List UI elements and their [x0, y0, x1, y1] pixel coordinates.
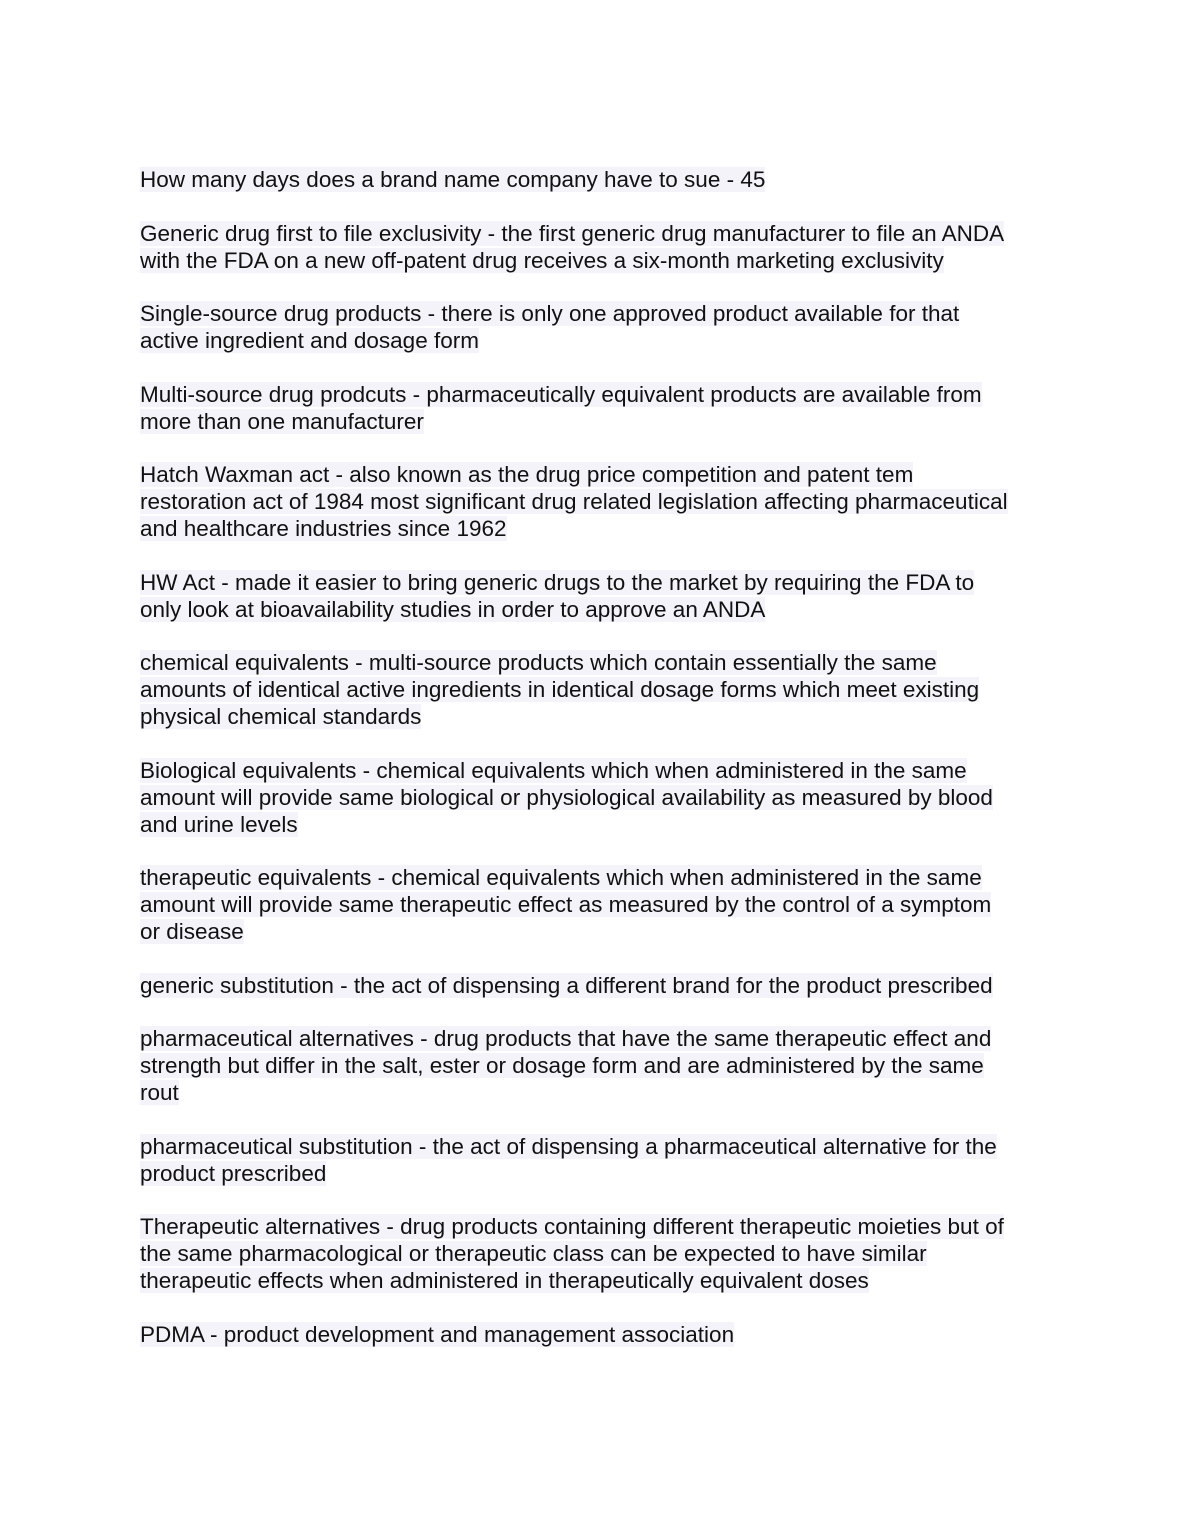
entry-line: strength but differ in the salt, ester or dosage form and are administered by the same [140, 1053, 984, 1078]
entry-first-to-file-exclusivity [140, 220, 1050, 274]
entry-chemical-equivalents [140, 649, 1050, 730]
entry-line: or disease [140, 919, 244, 944]
entry-line: only look at bioavailability studies in order to approve an ANDA [140, 596, 766, 622]
entry-line: active ingredient and dosage form [140, 328, 479, 353]
entry-line: PDMA - product development and management association [140, 1321, 735, 1347]
entry-line: physical chemical standards [140, 704, 422, 729]
entry-line: pharmaceutical alternatives - drug products that have the same therapeutic effect and [140, 1026, 992, 1051]
entry-line: Biological equivalents - chemical equivalents which when administered in the same [140, 757, 967, 783]
entry-biological-equivalents [140, 757, 1050, 838]
entry-line: How many days does a brand name company have to sue - 45 [140, 167, 766, 192]
entry-line: pharmaceutical substitution - the act of dispensing a pharmaceutical alternative for the [140, 1133, 997, 1159]
entry-line: product prescribed [140, 1160, 327, 1186]
entry-therapeutic-equivalents [140, 864, 1050, 945]
entry-line: the same pharmacological or therapeutic class can be expected to have similar [140, 1241, 927, 1266]
entry-line: with the FDA on a new off-patent drug receives a six-month marketing exclusivity [140, 247, 944, 273]
entry-line: Therapeutic alternatives - drug products containing different therapeutic moieties but of [140, 1214, 1004, 1239]
entry-line: amount will provide same biological or physiological availability as measured by blood [140, 784, 993, 810]
entry-line: and healthcare industries since 1962 [140, 516, 507, 541]
entry-line: therapeutic effects when administered in therapeutically equivalent doses [140, 1268, 869, 1293]
entry-line: chemical equivalents - multi-source products which contain essentially the same [140, 650, 937, 675]
entry-line: Single-source drug products - there is only one approved product available for that [140, 301, 960, 326]
entry-hw-act [140, 569, 1050, 623]
entry-line: Generic drug first to file exclusivity - the first generic drug manufacturer to file an ANDA [140, 220, 1005, 246]
entry-line: and urine levels [140, 811, 298, 837]
entry-line: generic substitution - the act of dispensing a different brand for the product prescribed [140, 972, 993, 998]
entry-line: amounts of identical active ingredients in identical dosage forms which meet existing [140, 677, 980, 702]
entry-hatch-waxman [140, 461, 1050, 542]
entry-line: rout [140, 1080, 179, 1105]
entry-line: therapeutic equivalents - chemical equivalents which when administered in the same [140, 865, 982, 890]
entry-generic-substitution [140, 972, 1050, 999]
entry-therapeutic-alternatives [140, 1213, 1050, 1294]
document-page [140, 166, 1050, 1374]
entry-line: HW Act - made it easier to bring generic drugs to the market by requiring the FDA to [140, 569, 975, 595]
entry-pdma [140, 1321, 1050, 1348]
entry-line: restoration act of 1984 most significant drug related legislation affecting pharmaceutical [140, 489, 1008, 514]
entry-pharmaceutical-substitution [140, 1133, 1050, 1187]
entry-single-source [140, 300, 1050, 354]
entry-line: Multi-source drug prodcuts - pharmaceutically equivalent products are available from [140, 381, 982, 407]
entry-brand-sue-days [140, 166, 1050, 193]
entry-line: Hatch Waxman act - also known as the drug price competition and patent tem [140, 462, 914, 487]
entry-multi-source [140, 381, 1050, 435]
entry-line: more than one manufacturer [140, 408, 424, 434]
entry-pharmaceutical-alternatives [140, 1025, 1050, 1106]
entry-line: amount will provide same therapeutic effect as measured by the control of a symptom [140, 892, 992, 917]
